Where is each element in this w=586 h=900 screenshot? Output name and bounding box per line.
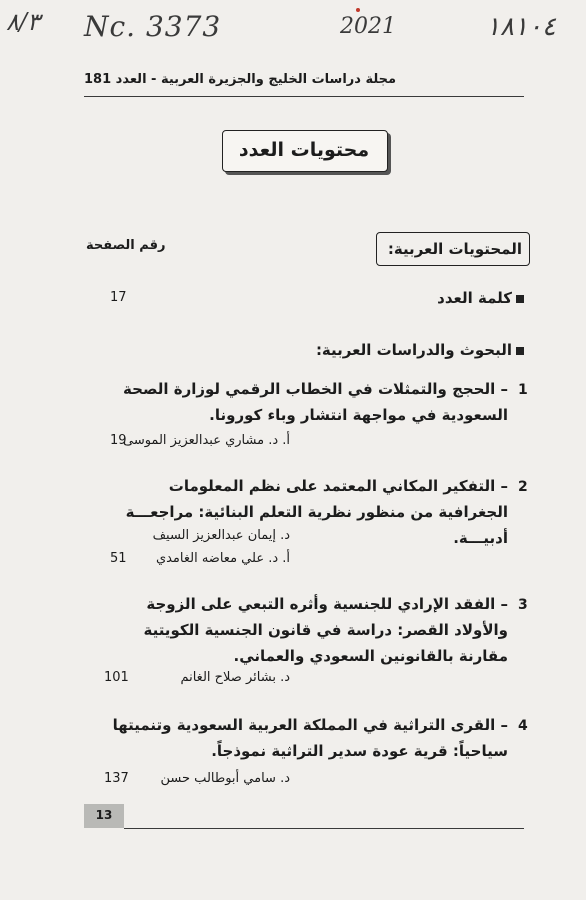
page-number-label: رقم الصفحة [86, 238, 166, 253]
item-author: د. بشائر صلاح الغانم [180, 670, 290, 685]
item-page: 19 [110, 433, 127, 448]
issue-word-label: كلمة العدد [437, 289, 512, 307]
footer-rule [124, 828, 524, 829]
item-author: أ. د. مشاري عبدالعزيز الموسى [122, 433, 290, 448]
item-author: د. سامي أبوطالب حسن [160, 771, 290, 786]
bullet-square [516, 295, 524, 303]
item-title: – التفكير المكاني المعتمد على نظم المعلومات الجغرافية من منظور نظرية التعلم البنائية: مراجعـــة أدبيـــة. [125, 477, 508, 547]
item-author: د. إيمان عبدالعزيز السيف [152, 528, 290, 543]
item-page: 101 [104, 670, 129, 685]
issue-word-page: 17 [110, 290, 127, 305]
journal-header: مجلة دراسات الخليج والجزيرة العربية - العدد 181 [84, 72, 397, 87]
item-number: 1 [518, 382, 528, 398]
item-number: 3 [518, 597, 528, 613]
item-title: – القرى التراثية في المملكة العربية السعودية وتنميتها سياحياً: قرية عودة سدير التراثية نموذجاً. [112, 716, 508, 760]
page-title: محتويات العدد [238, 139, 370, 161]
header-rule [84, 96, 524, 97]
item-title: – الفقد الإرادي للجنسية وأثره التبعي على الزوجة والأولاد القصر: دراسة في قانون الجنسية الكويتية مقارنة بالقانونين السعودي والعماني. [143, 595, 508, 665]
item-title: – الحجج والتمثلات في الخطاب الرقمي لوزارة الصحة السعودية في مواجهة انتشار وباء كورونا. [123, 380, 508, 424]
item-number: 4 [518, 718, 528, 734]
research-heading-row [300, 341, 524, 359]
handwritten-ref-number: Nc. 3373 [84, 10, 222, 43]
item-page: 51 [110, 551, 127, 566]
issue-word-row [330, 289, 524, 307]
handwritten-top-right: ١٨١٠٤ [486, 12, 556, 42]
handwritten-year: 2021 [340, 14, 396, 39]
section-label: المحتويات العربية: [387, 240, 522, 258]
item-number: 2 [518, 479, 528, 495]
footer-page-number: 13 [95, 808, 113, 822]
item-author: أ. د. علي معاضه الغامدي [155, 551, 290, 566]
item-page: 137 [104, 771, 129, 786]
handwritten-top-left: ٨/٣ [6, 8, 40, 36]
research-heading: البحوث والدراسات العربية: [315, 341, 512, 359]
red-dot [356, 8, 360, 12]
bullet-square [516, 347, 524, 355]
